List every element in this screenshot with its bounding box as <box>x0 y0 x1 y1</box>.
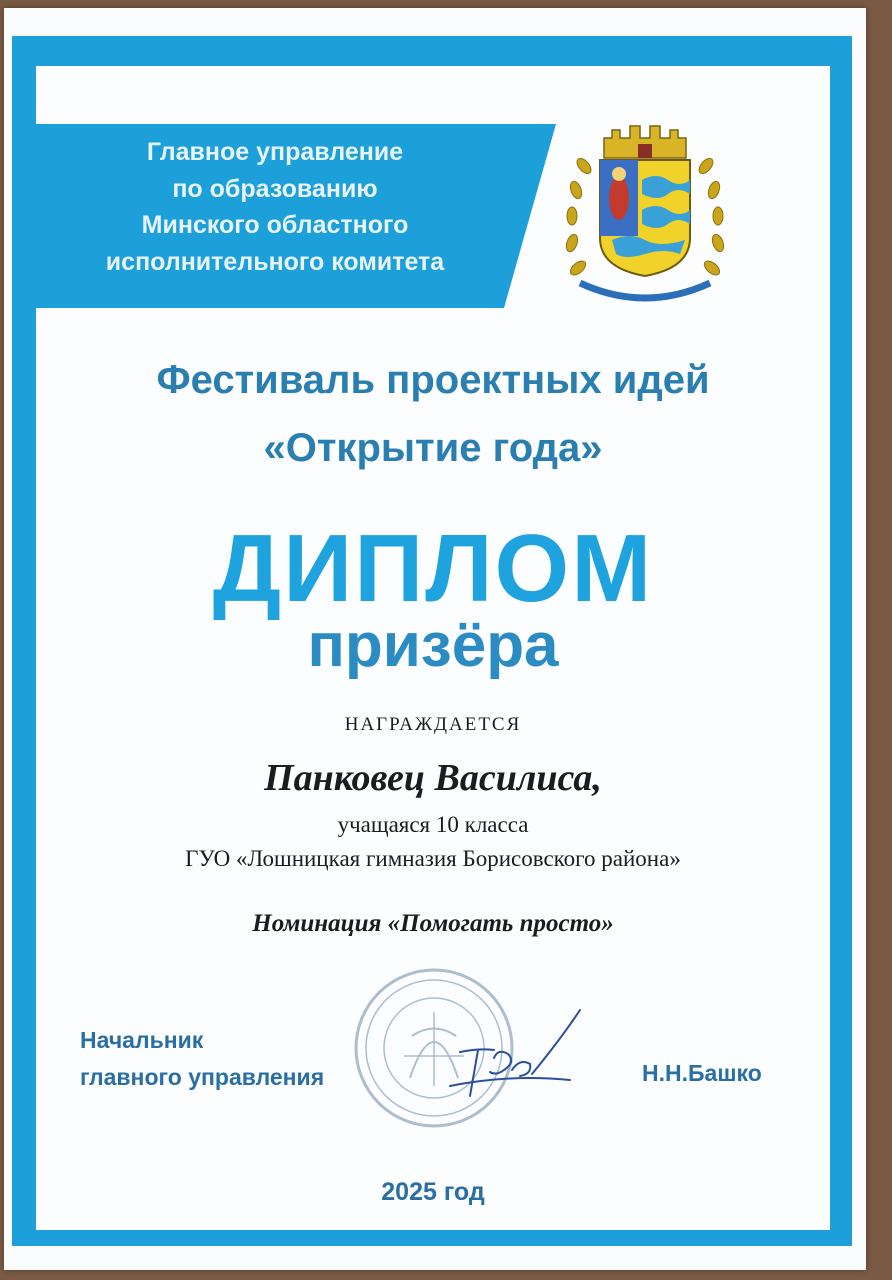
issuer-line: Главное управление <box>146 138 404 166</box>
signature-icon <box>420 1000 590 1110</box>
issuer-line: Минского областного <box>141 211 409 239</box>
issue-year: 2025 год <box>381 1178 485 1206</box>
awarded-label: НАГРАЖДАЕТСЯ <box>344 714 522 735</box>
diploma-subtitle: призёра <box>307 611 559 680</box>
issuer-name <box>60 134 490 280</box>
signatory-name: Н.Н.Башко <box>642 1060 762 1086</box>
festival-title: Фестиваль проектных идей <box>156 358 710 402</box>
festival-name: «Открытие года» <box>263 426 603 470</box>
recipient-grade: учащаяся 10 класса <box>337 812 529 837</box>
coat-of-arms-icon <box>560 118 730 308</box>
recipient-school: ГУО «Лошницкая гимназия Борисовского района» <box>185 846 681 871</box>
issuer-line: по образованию <box>172 174 378 203</box>
nomination: Номинация «Помогать просто» <box>252 910 614 937</box>
issuer-line: исполнительного комитета <box>105 247 445 276</box>
signatory-position <box>80 1022 324 1097</box>
signatory-position-line: Начальник <box>80 1027 204 1053</box>
signatory-position-line: главного управления <box>80 1064 325 1091</box>
diploma-title: ДИПЛОМ <box>212 515 654 622</box>
recipient-name: Панковец Василиса, <box>264 757 602 799</box>
